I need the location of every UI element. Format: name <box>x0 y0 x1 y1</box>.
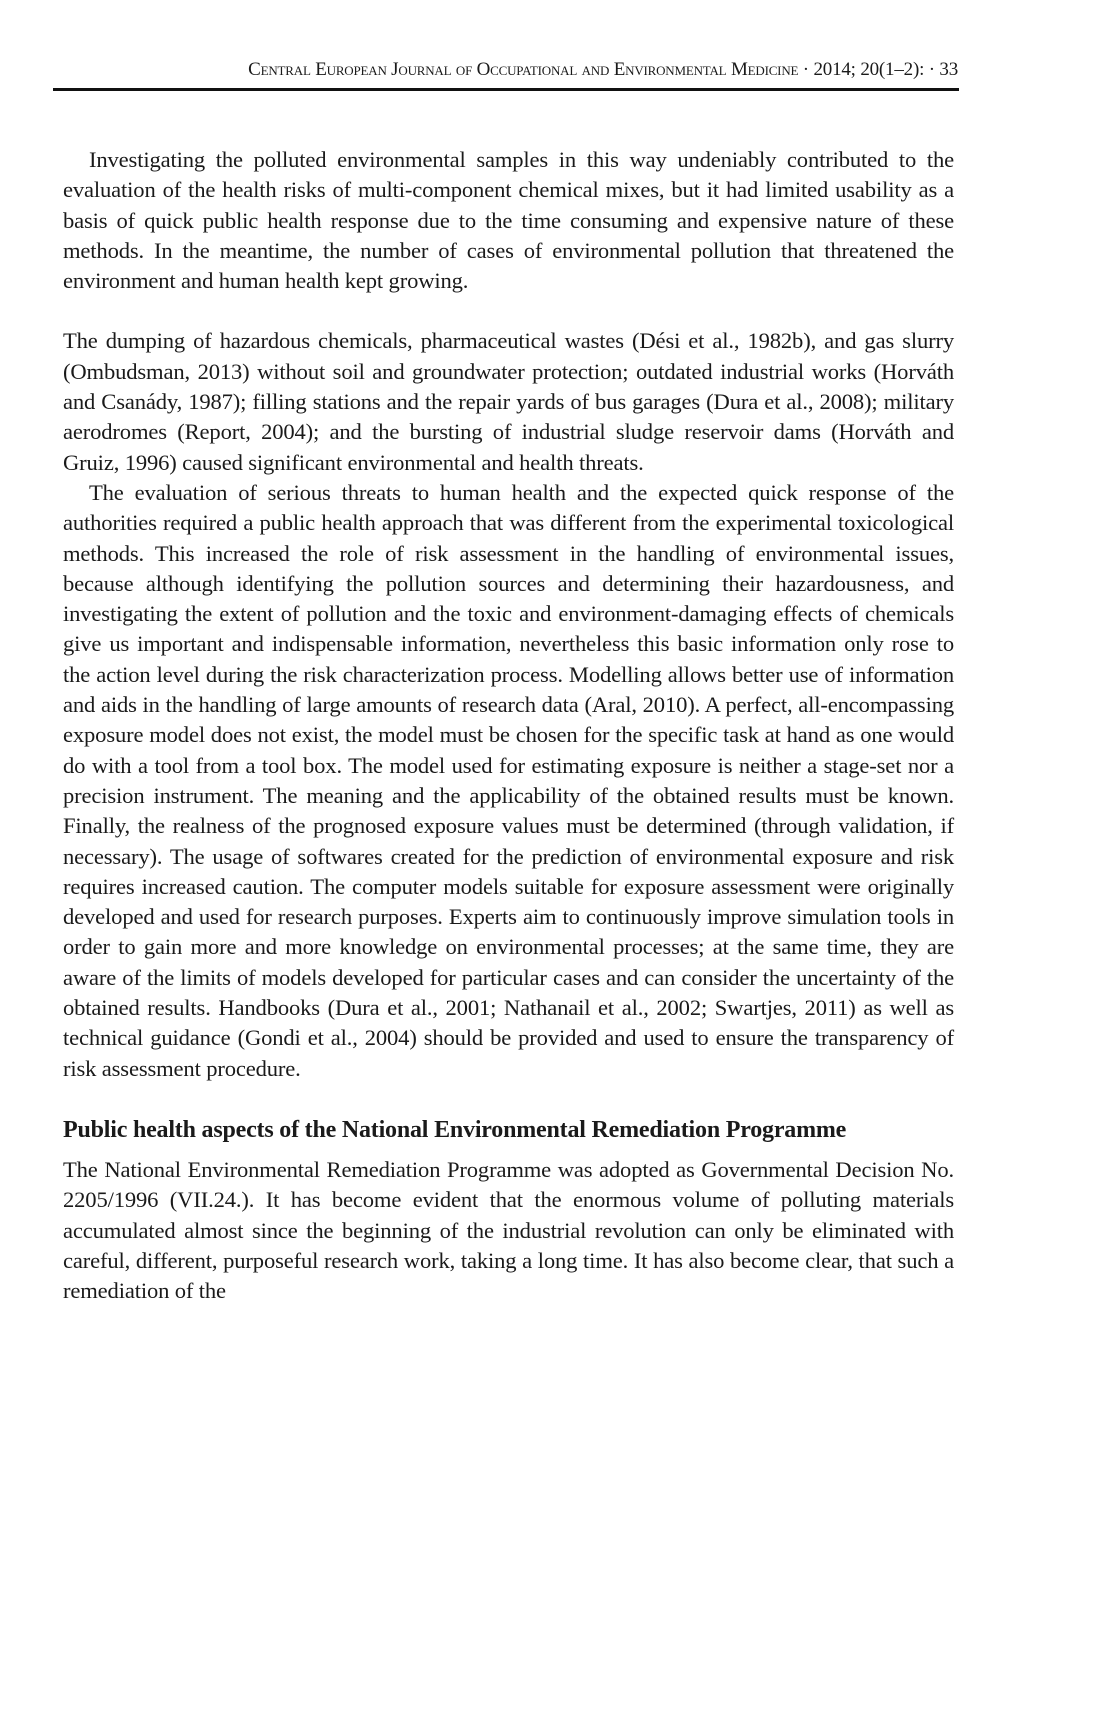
paragraph-remediation-programme: The National Environmental Remediation Programme was adopted as Governmental Decision No. 2205/1996 (VII.24.). It has become evident that the enormous volume of polluting materials accumulated almost since the beginning of the industrial revolution can only be eliminated with careful, different, purposeful research work, taking a long time. It has also become clear, that such a remediation of the <box>63 1156 954 1304</box>
paragraph-risk-assessment: The evaluation of serious threats to human health and the expected quick response of the authorities required a public health approach that was different from the experimental toxicological methods. This increased the role of risk assessment in the handling of environmental issues, because although identifying the pollution sources and determining their hazardousness, and investigating the extent of pollution and the toxic and environment-damaging effects of chemicals give us important and indispensable information, nevertheless this basic information only rose to the action level during the risk characterization process. Modelling allows better use of information and aids in the handling of large amounts of research data (Aral, 2010). A perfect, all-encompassing exposure model does not exist, the model must be chosen for the specific task at hand as one would do with a tool from a tool box. The model used for estimating exposure is neither a stage-set nor a precision instrument. The meaning and the applicability of the obtained results must be known. Finally, the realness of the prognosed exposure values must be determined (through validation, if necessary). The usage of softwares created for the prediction of environmental exposure and risk requires increased caution. The computer models suitable for exposure assessment were originally developed and used for research purposes. Experts aim to continuously improve simulation tools in order to gain more and more knowledge on environmental processes; at the same time, they are aware of the limits of models developed for particular cases and can consider the uncertainty of the obtained results. Handbooks (Dura et al., 2001; Nathanail et al., 2002; Swartjes, 2011) as well as technical guidance (Gondi et al., 2004) should be provided and used to ensure the transparency of risk assessment procedure. <box>63 479 954 1081</box>
journal-title: Central European Journal of Occupational and Environmental Medicine <box>248 59 799 80</box>
header-separator: · <box>798 59 814 80</box>
header-rule <box>53 88 959 91</box>
paragraph-pollution-sources: The dumping of hazardous chemicals, pharmaceutical wastes (Dési et al., 1982b), and gas slurry (Ombudsman, 2013) without soil and groundwater protection; outdated industrial works (Horváth and Csanády, 1987); filling stations and the repair yards of bus garages (Dura et al., 2008); military aerodromes (Report, 2004); and the bursting of industrial sludge reservoir dams (Horváth and Gruiz, 1996) caused significant environmental and health threats. <box>63 328 954 475</box>
section-heading: Public health aspects of the National Environmental Remediation Programme <box>63 1116 847 1143</box>
page-number: 33 <box>939 59 958 80</box>
article-body <box>63 145 954 1306</box>
header-separator: · <box>924 59 940 80</box>
journal-citation: 2014; 20(1–2): <box>813 59 925 80</box>
running-header <box>53 58 958 82</box>
paragraph-exposure-methods: Investigating the polluted environmental samples in this way undeniably contributed to the evaluation of the health risks of multi-component chemical mixes, but it had limited usability as a basis of quick public health response due to the time consuming and expensive nature of these methods. In the meantime, the number of cases of environmental pollution that threatened the environment and human health kept growing. <box>63 147 954 294</box>
